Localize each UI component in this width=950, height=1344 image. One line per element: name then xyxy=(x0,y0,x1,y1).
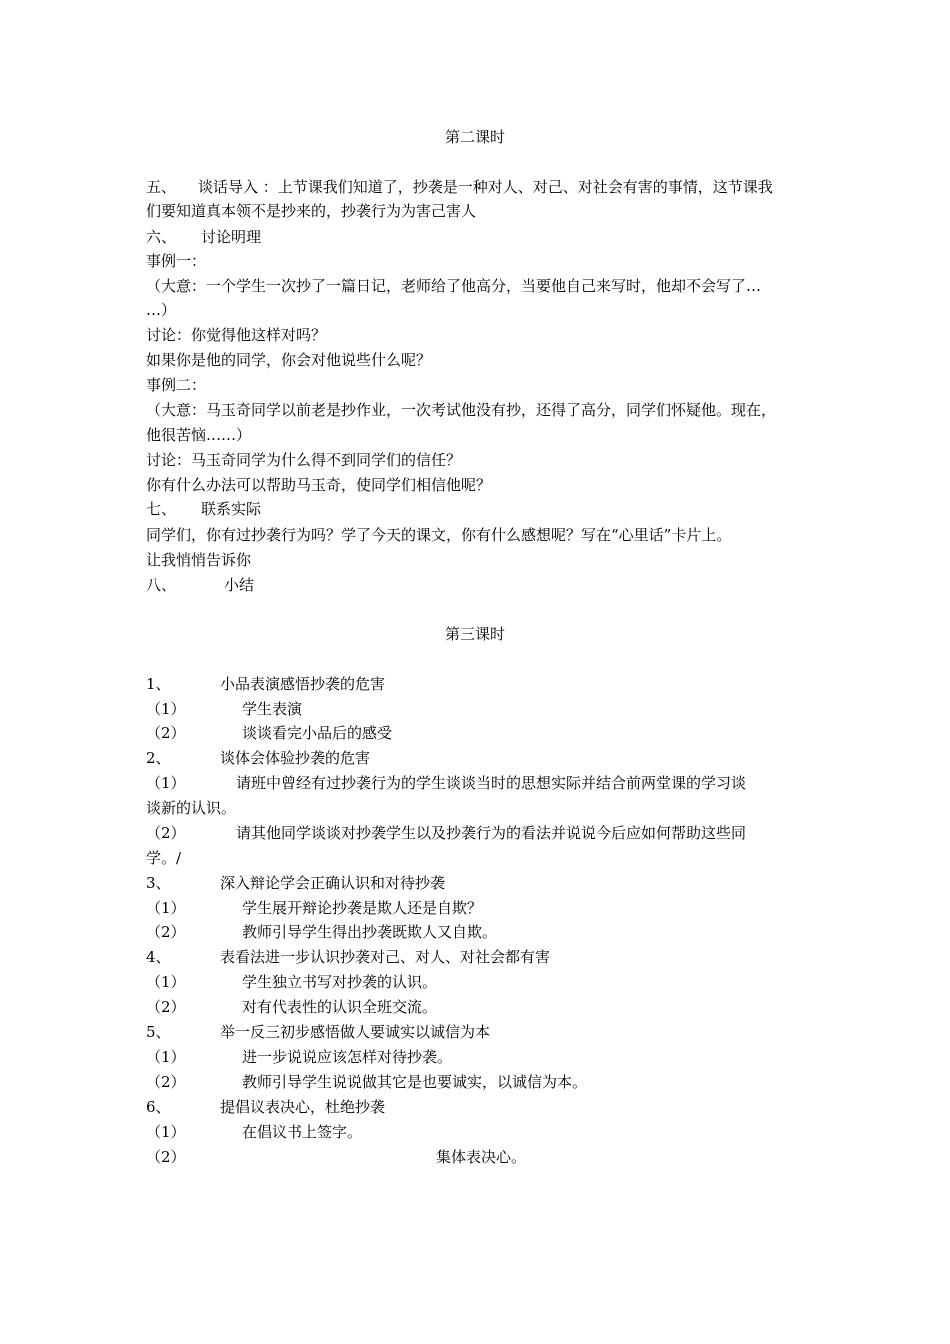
list-item xyxy=(146,674,385,694)
section-6-number: 六、 xyxy=(146,228,177,246)
list-item xyxy=(146,823,746,843)
list-item xyxy=(146,997,437,1017)
item-number: 4、 xyxy=(146,948,171,966)
case2-line2: 他很苦恼……） xyxy=(146,426,252,444)
section-6-heading xyxy=(146,227,261,247)
item-number: 3、 xyxy=(146,874,171,892)
case1-line1: （大意：一个学生一次抄了一篇日记，老师给了他高分，当要他自己来写时，他却不会写了… xyxy=(146,277,762,295)
list-item xyxy=(146,748,370,768)
item-text: 表看法进一步认识抄袭对己、对人、对社会都有害 xyxy=(220,948,551,966)
section-7-body-line1: 同学们，你有过抄袭行为吗？学了今天的课文，你有什么感想呢？写在“心里话”卡片上。 xyxy=(146,526,732,544)
item-text: 谈体会体验抄袭的危害 xyxy=(220,749,371,767)
item-text: 请其他同学谈谈对抄袭学生以及抄袭行为的看法并说说今后应如何帮助这些同 xyxy=(236,824,747,842)
section-6-text: 讨论明理 xyxy=(201,228,262,246)
section-8-number: 八、 xyxy=(146,576,177,594)
item-number: （1） xyxy=(146,973,186,991)
item-number: 6、 xyxy=(146,1098,171,1116)
discussion1-line2: 如果你是他的同学，你会对他说些什么呢？ xyxy=(146,351,432,369)
item-number: （1） xyxy=(146,899,186,917)
item-number: （2） xyxy=(146,1148,186,1166)
item-text: 学生独立书写对抄袭的认识。 xyxy=(242,973,438,991)
list-item xyxy=(146,1122,362,1142)
section-8-text: 小结 xyxy=(224,576,255,594)
item-number: 5、 xyxy=(146,1023,171,1041)
list-item xyxy=(146,873,445,893)
item-number: （2） xyxy=(146,1073,186,1091)
case2-label: 事例二： xyxy=(146,376,207,394)
section-5-text: 谈话导入 ：上节课我们知道了，抄袭是一种对人、对己、对社会有害的事情，这节课我 xyxy=(198,178,773,196)
item-number: （2） xyxy=(146,824,186,842)
item-text: 对有代表性的认识全班交流。 xyxy=(242,998,438,1016)
section-7-number: 七、 xyxy=(146,500,177,518)
list-item xyxy=(146,972,437,992)
list-item xyxy=(146,848,181,868)
item-text: 深入辩论学会正确认识和对待抄袭 xyxy=(220,874,446,892)
list-item xyxy=(146,1047,452,1067)
item-number: （1） xyxy=(146,1123,186,1141)
item-text: 提倡议表决心，杜绝抄袭 xyxy=(220,1098,386,1116)
item-number: （2） xyxy=(146,998,186,1016)
list-item xyxy=(146,699,302,719)
list-item xyxy=(146,798,236,818)
section-5-number: 五、 xyxy=(146,178,177,196)
section-7-heading xyxy=(146,499,261,519)
item-text: 谈谈看完小品后的感受 xyxy=(242,724,393,742)
discussion2-line1: 讨论：马玉奇同学为什么得不到同学们的信任？ xyxy=(146,451,462,469)
section-7-text: 联系实际 xyxy=(201,500,262,518)
item-text: 在倡议书上签字。 xyxy=(242,1123,363,1141)
list-item xyxy=(146,947,550,967)
item-number: （1） xyxy=(146,700,186,718)
case2-line1: （大意：马玉奇同学以前老是抄作业，一次考试他没有抄，还得了高分，同学们怀疑他。现在， xyxy=(146,401,777,419)
discussion1-line1: 讨论：你觉得他这样对吗？ xyxy=(146,326,327,344)
item-text: 教师引导学生说说做其它是也要诚实，以诚信为本。 xyxy=(242,1073,588,1091)
item-text: 小品表演感悟抄袭的危害 xyxy=(220,675,386,693)
item-text: 谈新的认识。 xyxy=(146,799,237,817)
case1-label: 事例一： xyxy=(146,252,207,270)
section-5-line2: 们要知道真本领不是抄来的，抄袭行为为害己害人 xyxy=(146,202,477,220)
section-7-body-line2: 让我悄悄告诉你 xyxy=(146,551,252,569)
item-text: 学。/ xyxy=(146,849,182,867)
item-number: 1、 xyxy=(146,675,171,693)
list-item xyxy=(146,1097,385,1117)
item-number: （1） xyxy=(146,774,186,792)
section-5-line1 xyxy=(146,177,773,197)
list-item xyxy=(146,1147,526,1167)
list-item xyxy=(146,773,746,793)
item-number: （1） xyxy=(146,1048,186,1066)
list-item xyxy=(146,922,497,942)
item-number: （2） xyxy=(146,923,186,941)
lesson2-title: 第二课时 xyxy=(444,128,505,146)
item-text: 进一步说说应该怎样对待抄袭。 xyxy=(242,1048,453,1066)
lesson3-title: 第三课时 xyxy=(444,625,505,643)
discussion2-line2: 你有什么办法可以帮助马玉奇，使同学们相信他呢？ xyxy=(146,476,492,494)
section-8-heading xyxy=(146,575,254,595)
list-item xyxy=(146,898,482,918)
item-text: 举一反三初步感悟做人要诚实以诚信为本 xyxy=(220,1023,491,1041)
list-item xyxy=(146,1022,490,1042)
case1-line2: …） xyxy=(146,301,177,319)
item-number: 2、 xyxy=(146,749,171,767)
item-text: 学生表演 xyxy=(242,700,303,718)
item-number: （2） xyxy=(146,724,186,742)
item-text: 集体表决心。 xyxy=(436,1148,527,1166)
item-text: 请班中曾经有过抄袭行为的学生谈谈当时的思想实际并结合前两堂课的学习谈 xyxy=(236,774,747,792)
item-text: 教师引导学生得出抄袭既欺人又自欺。 xyxy=(242,923,498,941)
item-text: 学生展开辩论抄袭是欺人还是自欺？ xyxy=(242,899,483,917)
list-item xyxy=(146,1072,587,1092)
list-item xyxy=(146,723,392,743)
